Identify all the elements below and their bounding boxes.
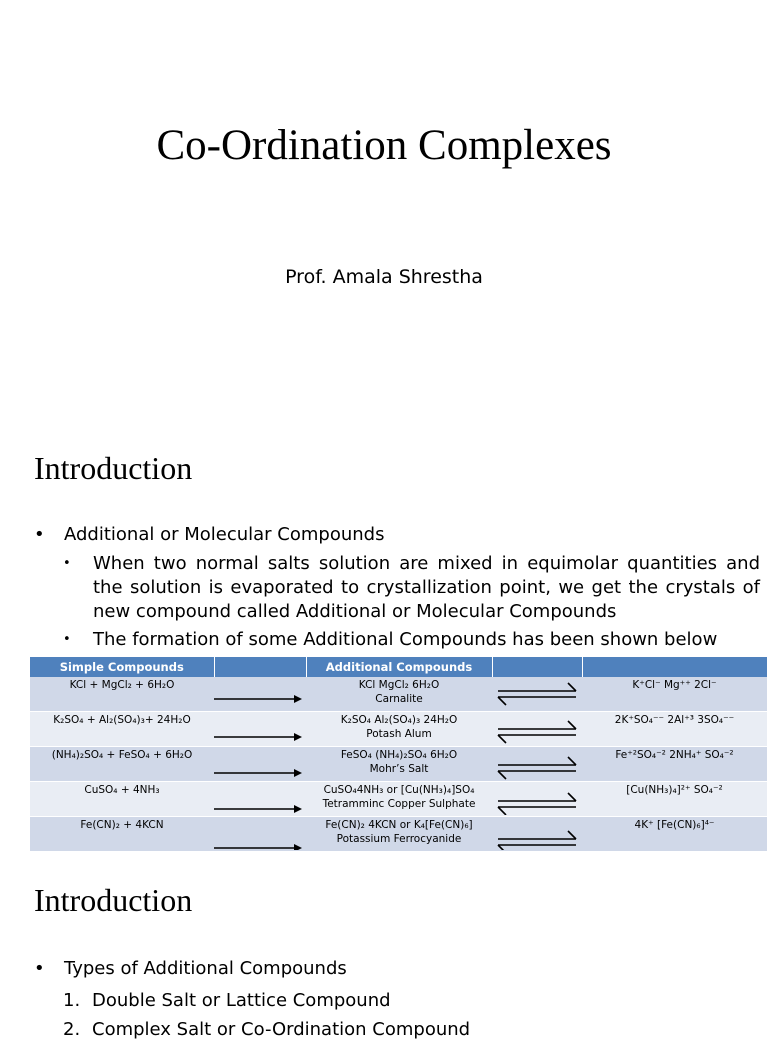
sub-bullet-text: When two normal salts solution are mixed in equimolar quantities and the solution is evaporated to crystallization point, we get the crystals of new compound called Additional or Molecular Compounds (93, 553, 760, 622)
list-text: Complex Salt or Co-Ordination Compound (92, 1019, 471, 1040)
equilibrium-arrows-icon (492, 817, 582, 852)
slide-title: Co-Ordination Complexes (156, 122, 612, 169)
bullet-dot-icon: • (34, 958, 45, 979)
list-text: Double Salt or Lattice Compound (92, 990, 391, 1011)
right-arrow-icon (214, 712, 306, 747)
equilibrium-arrows-icon (492, 677, 582, 712)
table-row (30, 782, 767, 817)
simple-compound: CuSO₄ + 4NH₃ (30, 782, 214, 817)
header-blank (492, 657, 582, 677)
right-arrow-icon (214, 817, 306, 852)
ions: Fe⁺²SO₄⁻² 2NH₄⁺ SO₄⁻² (582, 747, 767, 782)
table-row (30, 747, 767, 782)
bullet-dot-icon: • (63, 632, 71, 647)
ions: 2K⁺SO₄⁻⁻ 2Al⁺³ 3SO₄⁻⁻ (582, 712, 767, 747)
simple-compound: (NH₄)₂SO₄ + FeSO₄ + 6H₂O (30, 747, 214, 782)
bullet-dot-icon: • (34, 524, 45, 545)
header-simple: Simple Compounds (30, 657, 214, 677)
additional-compound: Fe(CN)₂ 4KCN or K₄[Fe(CN)₆] Potassium Ferrocyanide (306, 817, 492, 852)
simple-compound: Fe(CN)₂ + 4KCN (30, 817, 214, 852)
equilibrium-arrows-icon (492, 747, 582, 782)
bullet-text: Additional or Molecular Compounds (64, 524, 385, 545)
ions: 4K⁺ [Fe(CN)₆]⁴⁻ (582, 817, 767, 852)
header-blank (214, 657, 306, 677)
header-blank (582, 657, 767, 677)
list-number: 2. (63, 1019, 81, 1040)
ions: [Cu(NH₃)₄]²⁺ SO₄⁻² (582, 782, 767, 817)
sub-bullet-item (63, 628, 760, 652)
bullet-dot-icon: • (63, 556, 71, 571)
right-arrow-icon (214, 747, 306, 782)
table-header-row (30, 657, 767, 677)
table-row (30, 817, 767, 852)
author-name: Prof. Amala Shrestha (285, 266, 483, 288)
simple-compound: KCl + MgCl₂ + 6H₂O (30, 677, 214, 712)
additional-compound: KCl MgCl₂ 6H₂O Carnalite (306, 677, 492, 712)
additional-compound: FeSO₄ (NH₄)₂SO₄ 6H₂O Mohr’s Salt (306, 747, 492, 782)
equilibrium-arrows-icon (492, 712, 582, 747)
right-arrow-icon (214, 677, 306, 712)
compounds-table (30, 657, 768, 852)
list-number: 1. (63, 990, 81, 1011)
section-heading: Introduction (34, 450, 193, 486)
additional-compound: K₂SO₄ Al₂(SO₄)₃ 24H₂O Potash Alum (306, 712, 492, 747)
equilibrium-arrows-icon (492, 782, 582, 817)
additional-compound: CuSO₄4NH₃ or [Cu(NH₃)₄]SO₄ Tetramminc Copper Sulphate (306, 782, 492, 817)
header-additional: Additional Compounds (306, 657, 492, 677)
sub-bullet-text: The formation of some Additional Compounds has been shown below (93, 629, 718, 650)
ions: K⁺Cl⁻ Mg⁺⁺ 2Cl⁻ (582, 677, 767, 712)
simple-compound: K₂SO₄ + Al₂(SO₄)₃+ 24H₂O (30, 712, 214, 747)
section-heading: Introduction (34, 882, 193, 918)
sub-bullet-item (63, 552, 760, 624)
bullet-text: Types of Additional Compounds (64, 958, 347, 979)
right-arrow-icon (214, 782, 306, 817)
table-row (30, 712, 767, 747)
table-row (30, 677, 767, 712)
